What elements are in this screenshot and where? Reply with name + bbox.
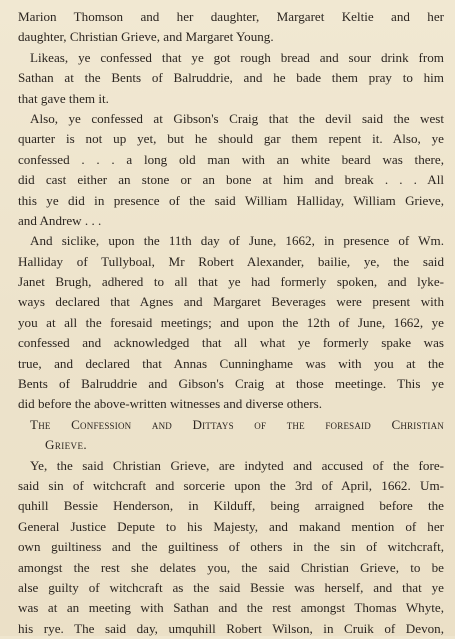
paragraph-start-line: Likeas, ye confessed that ye got rough bread and sour drink from bbox=[30, 49, 444, 65]
text-line: own guiltiness and the guiltiness of others in the sin of witchcraft, bbox=[18, 539, 444, 555]
text-line: and Andrew . . . bbox=[18, 212, 102, 228]
paragraph-start-line: Ye, the said Christian Grieve, are indyted and accused of the fore- bbox=[30, 457, 444, 473]
text-line: ways declared that Agnes and Margaret Beverages were present with bbox=[18, 294, 444, 310]
text-line: alse guilty of witchcraft as the said Bessie was herself, and that ye bbox=[18, 579, 444, 595]
text-line: quhill Bessie Henderson, in Kilduff, being arraigned before the bbox=[18, 498, 444, 514]
text-line: Janet Brugh, adhered to all that ye had formerly spoken, and lyke- bbox=[18, 274, 444, 290]
text-line: said sin of witchcraft and sorcerie upon the 3rd of April, 1662. Um- bbox=[18, 477, 444, 493]
text-line: Sathan at the Bents of Balruddrie, and he bade them pray to him bbox=[18, 70, 444, 86]
text-line: daughter, Christian Grieve, and Margaret Young. bbox=[18, 29, 274, 45]
text-line: confessed . . . a long old man with an white beard was there, bbox=[18, 151, 444, 167]
text-line: amongst the rest she delates you, the said Christian Grieve, to be bbox=[18, 559, 444, 575]
paragraph-start-line: And siclike, upon the 11th day of June, 1662, in presence of Wm. bbox=[30, 233, 444, 249]
text-line: Bents of Balruddrie and Gibson's Craig at those meetinge. This ye bbox=[18, 376, 444, 392]
page-text bbox=[18, 7, 444, 639]
text-line: did cast either an stone or an bone at him and break . . . All bbox=[18, 172, 444, 188]
text-line: quarter is not up yet, but he should gar them repent it. Also, ye bbox=[18, 131, 444, 147]
text-line: General Justice Depute to his Majesty, and makand mention of her bbox=[18, 518, 444, 534]
text-line: was at an meeting with Sathan and the rest amongst Thomas Whyte, bbox=[18, 600, 444, 616]
text-line: his rye. The said day, umquhill Robert Wilson, in Cruik of Devon, bbox=[18, 620, 444, 636]
text-line: true, and declared that Annas Cunninghame was with you at the bbox=[18, 355, 444, 371]
text-line: you at all the foresaid meetings; and upon the 12th of June, 1662, ye bbox=[18, 314, 444, 330]
text-line: Halliday of Tullyboal, Mr Robert Alexander, bailie, ye, the said bbox=[18, 253, 444, 269]
text-line: confessed and acknowledged that all what ye formerly spake was bbox=[18, 335, 444, 351]
text-line: Marion Thomson and her daughter, Margaret Keltie and her bbox=[18, 9, 444, 24]
text-line: that gave them it. bbox=[18, 90, 109, 106]
section-heading-continued: Grieve. bbox=[45, 437, 88, 453]
text-line: did before the above-written witnesses and diverse others. bbox=[18, 396, 322, 412]
section-heading: The Confession and Dittays of the foresaid Christian bbox=[30, 416, 444, 432]
paragraph-start-line: Also, ye confessed at Gibson's Craig that the devil said the west bbox=[30, 110, 444, 126]
text-line: this ye did in presence of the said William Halliday, William Grieve, bbox=[18, 192, 444, 208]
